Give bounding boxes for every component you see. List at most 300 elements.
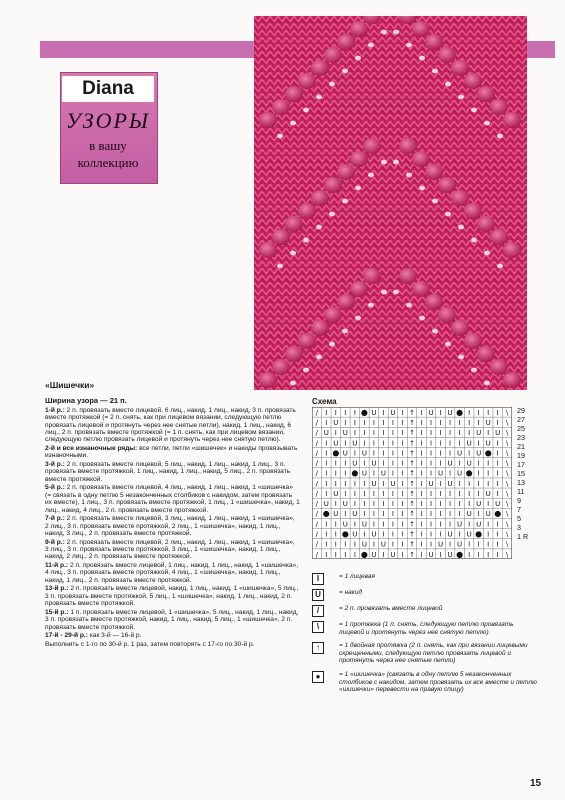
row-number-label: 1 R: [517, 532, 529, 541]
chart-symbol: U: [476, 429, 482, 438]
chart-symbol: ↑: [409, 459, 415, 468]
chart-symbol: U: [447, 530, 453, 539]
chart-symbol: I: [477, 510, 480, 519]
row-number-label: 21: [517, 442, 525, 451]
bobble: [399, 268, 417, 284]
chart-symbol: U: [428, 408, 434, 417]
chart-symbol: /: [315, 439, 318, 448]
bobble: [490, 99, 508, 115]
chart-symbol: I: [401, 510, 404, 519]
chart-symbol: U: [466, 510, 472, 519]
chart-symbol: I: [477, 419, 480, 428]
chart-symbol: /: [315, 510, 318, 519]
eyelet: [290, 121, 296, 126]
eyelet: [277, 134, 283, 139]
chart-symbol: I: [372, 429, 375, 438]
chart-symbol: I: [391, 449, 394, 458]
chart-symbol: I: [496, 469, 499, 478]
chart-symbol: /: [315, 489, 318, 498]
eyelet: [419, 56, 425, 61]
chart-symbol: I: [449, 469, 452, 478]
chart-symbol: \: [506, 449, 509, 458]
eyelet: [458, 225, 464, 230]
instruction-row: [45, 562, 300, 584]
chart-symbol: U: [466, 459, 472, 468]
chart-symbol: I: [439, 419, 442, 428]
eyelet: [406, 43, 412, 48]
chart-symbol: I: [344, 459, 347, 468]
eyelet: [393, 30, 399, 35]
chart-symbol: /: [315, 419, 318, 428]
bobble: [464, 73, 482, 89]
chart-symbol: I: [458, 429, 461, 438]
chart-symbol: I: [430, 510, 433, 519]
chart-symbol: \: [506, 489, 509, 498]
chart-symbol: I: [363, 439, 366, 448]
chart-symbol: I: [401, 500, 404, 509]
instruction-row-text: как 3-й — 16-й р.: [89, 632, 142, 640]
chart-symbol: I: [401, 429, 404, 438]
chart-symbol: /: [315, 550, 318, 559]
bobble: [399, 138, 417, 154]
chart-symbol: I: [468, 479, 471, 488]
chart-symbol: U: [457, 449, 463, 458]
bobble: [324, 307, 342, 323]
chart-symbol: I: [334, 530, 337, 539]
knitting-chart: [312, 407, 512, 564]
instruction-row: [45, 585, 300, 607]
chart-symbol: I: [496, 489, 499, 498]
chart-symbol: I: [496, 449, 499, 458]
chart-symbol: I: [334, 550, 337, 559]
chart-symbol: ●: [465, 468, 473, 478]
chart-symbol: U: [428, 479, 434, 488]
chart-symbol: I: [382, 459, 385, 468]
chart-symbol: I: [420, 479, 423, 488]
eyelet: [381, 290, 387, 295]
chart-symbol: U: [390, 550, 396, 559]
chart-symbol: I: [401, 520, 404, 529]
chart-symbol: I: [449, 439, 452, 448]
row-number-label: 7: [517, 505, 521, 514]
row-number-label: 11: [517, 487, 525, 496]
chart-symbol: U: [371, 459, 377, 468]
chart-symbol: I: [372, 540, 375, 549]
chart-symbol: U: [485, 510, 491, 519]
chart-symbol: I: [487, 408, 490, 417]
eyelet: [406, 303, 412, 308]
chart-symbol: I: [439, 429, 442, 438]
bobble: [464, 333, 482, 349]
chart-symbol: I: [325, 419, 328, 428]
bobble: [337, 34, 355, 50]
chart-symbol: I: [458, 530, 461, 539]
chart-symbol: \: [506, 550, 509, 559]
bobble: [285, 86, 303, 102]
chart-symbol: I: [344, 419, 347, 428]
instruction-row-label: 13-й р.:: [45, 585, 71, 593]
chart-symbol: I: [430, 439, 433, 448]
chart-symbol: I: [372, 419, 375, 428]
eyelet: [290, 251, 296, 256]
chart-symbol: U: [438, 469, 444, 478]
chart-symbol: ↑: [409, 429, 415, 438]
chart-symbol: I: [363, 459, 366, 468]
chart-symbol: /: [315, 479, 318, 488]
row-number-label: 17: [517, 460, 525, 469]
instruction-row: [45, 445, 300, 460]
chart-symbol: /: [315, 449, 318, 458]
chart-symbol: I: [439, 459, 442, 468]
instruction-row: [45, 461, 300, 483]
chart-symbol: I: [449, 449, 452, 458]
chart-symbol: I: [391, 429, 394, 438]
chart-symbol: I: [325, 439, 328, 448]
chart-symbol: ●: [475, 529, 483, 539]
chart-symbol: ↑: [409, 489, 415, 498]
brand-tagline-2: в вашу: [89, 138, 127, 153]
eyelet: [368, 173, 374, 178]
chart-symbol: U: [466, 530, 472, 539]
eyelet: [419, 186, 425, 191]
chart-symbol: I: [458, 459, 461, 468]
chart-symbol: I: [420, 429, 423, 438]
chart-symbol: I: [325, 459, 328, 468]
chart-symbol: U: [485, 489, 491, 498]
chart-symbol: I: [372, 520, 375, 529]
chart-symbol: ●: [360, 549, 368, 559]
chart-symbol: I: [353, 489, 356, 498]
chart-symbol: I: [430, 530, 433, 539]
instruction-row-label: 1-й р.:: [45, 406, 67, 414]
chart-symbol: I: [353, 500, 356, 509]
legend-item: [312, 573, 537, 583]
chart-symbol: U: [352, 510, 358, 519]
chart-symbol: I: [382, 520, 385, 529]
bobble: [350, 281, 368, 297]
chart-symbol: U: [447, 408, 453, 417]
chart-symbol: I: [420, 469, 423, 478]
brand-tagline-1: УЗОРЫ: [65, 108, 151, 133]
bobble: [298, 203, 316, 219]
chart-symbol: U: [447, 550, 453, 559]
eyelet: [432, 329, 438, 334]
bobble: [412, 21, 430, 37]
chart-symbol: I: [391, 489, 394, 498]
chart-symbol: \: [506, 500, 509, 509]
chart-symbol: I: [430, 489, 433, 498]
instruction-row-label: 15-й р.:: [45, 608, 71, 616]
chart-symbol: I: [353, 449, 356, 458]
chart-symbol: \: [506, 469, 509, 478]
eyelet: [497, 264, 503, 269]
chart-symbol: U: [352, 459, 358, 468]
chart-symbol: /: [315, 459, 318, 468]
chart-symbol: ↑: [409, 449, 415, 458]
chart-symbol: I: [477, 489, 480, 498]
chart-symbol: I: [496, 439, 499, 448]
eyelet: [329, 342, 335, 347]
bobble: [272, 99, 290, 115]
bobble: [438, 307, 456, 323]
chart-symbol: U: [323, 500, 329, 509]
chart-symbol: U: [380, 540, 386, 549]
chart-symbol: I: [353, 540, 356, 549]
eyelet: [303, 368, 309, 373]
chart-symbol: I: [363, 489, 366, 498]
chart-symbol: I: [420, 449, 423, 458]
chart-symbol: I: [420, 500, 423, 509]
eyelet: [329, 212, 335, 217]
chart-symbol: I: [430, 459, 433, 468]
chart-symbol: I: [382, 439, 385, 448]
chart-symbol: I: [401, 419, 404, 428]
eyelet: [342, 69, 348, 74]
bobble: [438, 47, 456, 63]
chart-symbol: ↑: [409, 540, 415, 549]
knitted-sample-photo: [254, 16, 527, 390]
chart-symbol: I: [430, 429, 433, 438]
chart-symbol: U: [323, 429, 329, 438]
instruction-row-text: 2 п. провязать вместе лицевой, 4 лиц., накид, 1 лиц., накид, 1 «шишечка» (= связать в одну петлю 5 незаконченных столбиков с накидом, затем провязать их вместе), 1 лиц., 3 п. провязать вместе протяжкой, 1 лиц., 1 «шишечка», накид, 1 лиц., накид, 4 лиц., 2 п. провязать вместе протяжкой.: [45, 484, 300, 514]
bobble: [464, 203, 482, 219]
chart-symbol: I: [468, 419, 471, 428]
chart-symbol: I: [382, 408, 385, 417]
instruction-row: [45, 515, 300, 537]
chart-symbol: I: [334, 459, 337, 468]
chart-symbol: I: [468, 550, 471, 559]
chart-symbol: U: [447, 459, 453, 468]
chart-symbol: I: [401, 479, 404, 488]
chart-symbol: U: [371, 408, 377, 417]
chart-symbol: ↑: [409, 530, 415, 539]
chart-symbol: I: [363, 479, 366, 488]
chart-symbol: ↑: [409, 550, 415, 559]
chart-symbol: I: [420, 550, 423, 559]
bobble: [425, 34, 443, 50]
pattern-width: Ширина узора — 21 п.: [45, 396, 127, 406]
bobble: [363, 268, 381, 284]
chart-symbol: U: [390, 408, 396, 417]
chart-symbol: I: [468, 408, 471, 417]
chart-symbol: I: [401, 408, 404, 417]
eyelet: [368, 43, 374, 48]
eyelet: [445, 82, 451, 87]
chart-symbol: I: [458, 500, 461, 509]
chart-symbol: I: [496, 530, 499, 539]
chart-symbol: I: [401, 469, 404, 478]
legend-text: = 2 п. провязать вместе лицевой: [339, 605, 443, 612]
chart-symbol: I: [363, 500, 366, 509]
chart-symbol: U: [352, 530, 358, 539]
chart-symbol: I: [439, 520, 442, 529]
chart-symbol: U: [333, 439, 339, 448]
scheme-title: Схема: [312, 397, 337, 406]
chart-symbol: U: [428, 550, 434, 559]
bobble: [451, 60, 469, 76]
chart-symbol: I: [391, 510, 394, 519]
legend-item: [312, 642, 537, 665]
chart-symbol: I: [363, 419, 366, 428]
chart-symbol: I: [344, 510, 347, 519]
chart-symbol: U: [390, 479, 396, 488]
chart-symbol: /: [315, 500, 318, 509]
chart-symbol: U: [476, 520, 482, 529]
instruction-row-text: 2 п. провязать вместе лицевой, 5 лиц., накид, 1 лиц., накид, 1 лиц., 3 п. провязать вместе протяжкой, 1 лиц., накид, 1 лиц., накид, 5 лиц., 2 п. провязать вместе протяжкой.: [45, 461, 291, 483]
chart-symbol: \: [506, 479, 509, 488]
row-number-label: 25: [517, 424, 525, 433]
instruction-row: [45, 632, 300, 639]
bobble: [311, 190, 329, 206]
chart-symbol: /: [315, 540, 318, 549]
chart-symbol: I: [401, 550, 404, 559]
chart-symbol: U: [371, 479, 377, 488]
bobble: [425, 164, 443, 180]
chart-symbol: I: [458, 419, 461, 428]
bobble: [311, 320, 329, 336]
chart-symbol: ●: [360, 407, 368, 417]
eyelet: [484, 381, 490, 386]
chart-symbol: I: [325, 408, 328, 417]
row-number-label: 29: [517, 406, 525, 415]
chart-symbol: I: [477, 479, 480, 488]
bobble: [490, 359, 508, 375]
chart-symbol: I: [344, 489, 347, 498]
chart-symbol: ↑: [409, 520, 415, 529]
chart-symbol: I: [382, 530, 385, 539]
chart-symbol: I: [487, 530, 490, 539]
chart-symbol: /: [315, 429, 318, 438]
chart-symbol: I: [344, 540, 347, 549]
chart-symbol: I: [372, 439, 375, 448]
legend-text: = 1 лицевая: [339, 573, 375, 580]
chart-symbol: I: [391, 530, 394, 539]
bobble: [477, 86, 495, 102]
eyelet: [419, 316, 425, 321]
bobble: [337, 294, 355, 310]
bobble: [503, 112, 521, 128]
chart-symbol: I: [325, 550, 328, 559]
bobble: [324, 177, 342, 193]
chart-symbol: I: [439, 449, 442, 458]
chart-symbol: I: [477, 408, 480, 417]
chart-symbol: \: [506, 459, 509, 468]
chart-symbol: I: [391, 459, 394, 468]
chart-symbol: ↑: [409, 479, 415, 488]
chart-symbol: U: [333, 510, 339, 519]
chart-symbol: I: [353, 429, 356, 438]
chart-symbol: \: [506, 439, 509, 448]
eyelet: [432, 199, 438, 204]
eyelet: [303, 238, 309, 243]
chart-symbol: I: [363, 429, 366, 438]
chart-symbol: I: [496, 550, 499, 559]
chart-symbol: U: [438, 540, 444, 549]
row-number-label: 15: [517, 469, 525, 478]
chart-symbol: I: [496, 479, 499, 488]
chart-symbol: I: [468, 540, 471, 549]
bobble: [412, 281, 430, 297]
chart-symbol: I: [420, 530, 423, 539]
chart-symbol: I: [353, 408, 356, 417]
eyelet: [342, 199, 348, 204]
eyelet: [406, 173, 412, 178]
chart-symbol: I: [382, 510, 385, 519]
instruction-row-text: 2 п. провязать вместе лицевой, накид, 1 лиц., накид, 1 «шишечка», 5 лиц., 3 п. провязать вместе протяжкой, 5 лиц., 1 «шишечка», накид, 1 лиц., накид, 2 п. провязать вместе протяжкой.: [45, 585, 299, 608]
eyelet: [484, 251, 490, 256]
chart-symbol: I: [420, 419, 423, 428]
row-number-label: 27: [517, 415, 525, 424]
chart-symbol: I: [325, 469, 328, 478]
bobble: [451, 320, 469, 336]
chart-symbol: /: [315, 520, 318, 529]
legend-text: = 1 протяжка (1 п. снять, следующую петлю провязать лицевой и протянуть через нее снятую петлю): [339, 621, 514, 636]
chart-symbol: \: [506, 408, 509, 417]
instruction-row-text: 2 п. провязать вместе лицевой, 1 лиц., накид, 1 лиц., накид, 1 «шишечка», 4 лиц., 3 п. провязать вместе протяжкой, 4 лиц., 1 «шишечка», накид, 1 лиц., накид, 1 лиц., 2 п. провязать вместе протяжкой.: [45, 562, 299, 584]
chart-symbol: I: [325, 540, 328, 549]
chart-symbol: \: [506, 510, 509, 519]
eyelet: [355, 186, 361, 191]
legend-symbol-icon: /: [312, 605, 324, 617]
chart-symbol: \: [506, 530, 509, 539]
row-number-label: 5: [517, 514, 521, 523]
bobble: [503, 242, 521, 258]
pattern-title: «Шишечки»: [45, 380, 95, 390]
chart-symbol: U: [476, 449, 482, 458]
chart-symbol: ↑: [409, 510, 415, 519]
chart-symbol: I: [353, 550, 356, 559]
chart-symbol: U: [380, 469, 386, 478]
eyelet: [355, 56, 361, 61]
chart-symbol: I: [468, 520, 471, 529]
bobble: [311, 60, 329, 76]
chart-symbol: I: [334, 429, 337, 438]
chart-symbol: U: [361, 520, 367, 529]
legend-text: = накид: [339, 589, 363, 596]
chart-symbol: I: [439, 550, 442, 559]
eyelet: [471, 368, 477, 373]
brand-tagline-3: коллекцию: [77, 155, 139, 170]
chart-symbol: I: [334, 408, 337, 417]
chart-symbol: U: [485, 439, 491, 448]
chart-symbol: \: [506, 419, 509, 428]
chart-symbol: I: [487, 520, 490, 529]
chart-symbol: I: [391, 439, 394, 448]
instruction-row: [45, 407, 300, 444]
bobble: [259, 242, 277, 258]
bobble: [412, 151, 430, 167]
chart-symbol: I: [496, 520, 499, 529]
chart-symbol: I: [382, 419, 385, 428]
instruction-row-label: 2-й и все изнаночные ряды:: [45, 445, 140, 453]
chart-symbol: U: [495, 429, 501, 438]
instruction-row-label: 7-й р.:: [45, 515, 67, 523]
chart-symbol: U: [333, 419, 339, 428]
chart-symbol: U: [485, 419, 491, 428]
chart-legend: [312, 573, 537, 700]
chart-symbol: I: [344, 469, 347, 478]
instruction-row-text: все петли, петли «шишечек» и накиды провязывать изнаночными.: [45, 445, 298, 460]
chart-symbol: I: [487, 459, 490, 468]
eyelet: [277, 264, 283, 269]
chart-symbol: I: [449, 510, 452, 519]
eyelet: [355, 316, 361, 321]
chart-symbol: I: [487, 429, 490, 438]
chart-symbol: ●: [456, 549, 464, 559]
legend-item: [312, 589, 537, 599]
chart-symbol: I: [458, 439, 461, 448]
chart-symbol: /: [315, 530, 318, 539]
